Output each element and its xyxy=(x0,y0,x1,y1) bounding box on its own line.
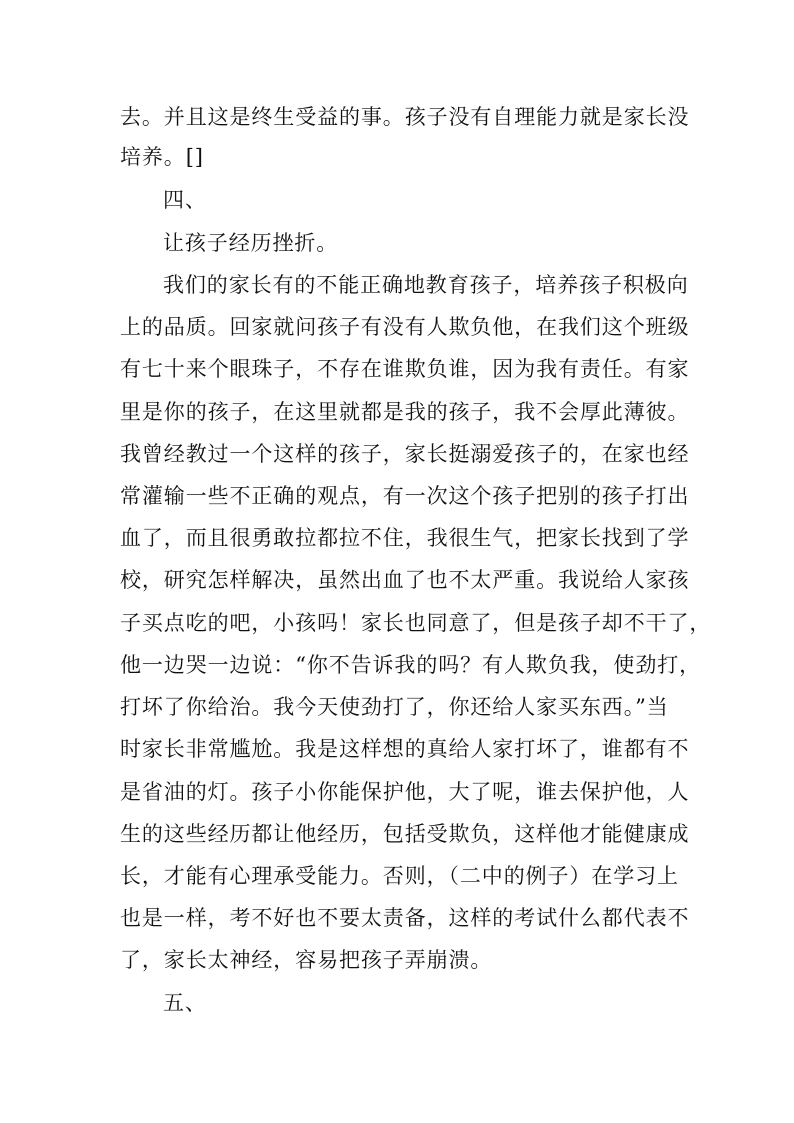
paragraph-line: 培养。[] xyxy=(120,145,204,169)
paragraph-line: 血了，而且很勇敢拉都拉不住，我很生气，把家长找到了学 xyxy=(120,526,690,550)
paragraph-line: 生的这些经历都让他经历，包括受欺负，这样他才能健康成 xyxy=(120,822,690,846)
paragraph-line: 子买点吃的吧，小孩吗！家长也同意了，但是孩子却不干了， xyxy=(120,611,712,635)
section-title: 让孩子经历挫折。 xyxy=(163,231,339,255)
paragraph-line: 有七十来个眼珠子，不存在谁欺负谁，因为我有责任。有家 xyxy=(120,357,690,381)
paragraph-line: 去。并且这是终生受益的事。孩子没有自理能力就是家长没 xyxy=(120,105,690,129)
paragraph-line: 他一边哭一边说：“你不告诉我的吗？有人欺负我，使劲打， xyxy=(120,653,702,677)
paragraph-line: 是省油的灯。孩子小你能保护他，大了呢，谁去保护他，人 xyxy=(120,780,690,804)
paragraph-line: 长，才能有心理承受能力。否则，（二中的例子）在学习上 xyxy=(120,864,679,888)
section-heading: 四、 xyxy=(163,188,207,212)
paragraph-line: 也是一样，考不好也不要太责备，这样的考试什么都代表不 xyxy=(120,906,690,930)
paragraph-line: 我曾经教过一个这样的孩子，家长挺溺爱孩子的，在家也经 xyxy=(120,442,690,466)
paragraph-line: 里是你的孩子，在这里就都是我的孩子，我不会厚此薄彼。 xyxy=(120,400,690,424)
paragraph-line: 了，家长太神经，容易把孩子弄崩溃。 xyxy=(120,948,493,972)
paragraph-line: 常灌输一些不正确的观点，有一次这个孩子把别的孩子打出 xyxy=(120,484,690,508)
paragraph-line: 时家长非常尴尬。我是这样想的真给人家打坏了，谁都有不 xyxy=(120,737,690,761)
section-heading: 五、 xyxy=(163,991,207,1015)
paragraph-line: 校，研究怎样解决，虽然出血了也不太严重。我说给人家孩 xyxy=(120,568,690,592)
paragraph-line: 上的品质。回家就问孩子有没有人欺负他，在我们这个班级 xyxy=(120,315,690,339)
paragraph-line: 打坏了你给治。我今天使劲打了，你还给人家买东西。”当 xyxy=(120,695,669,719)
paragraph-line: 我们的家长有的不能正确地教育孩子，培养孩子积极向 xyxy=(163,273,689,297)
